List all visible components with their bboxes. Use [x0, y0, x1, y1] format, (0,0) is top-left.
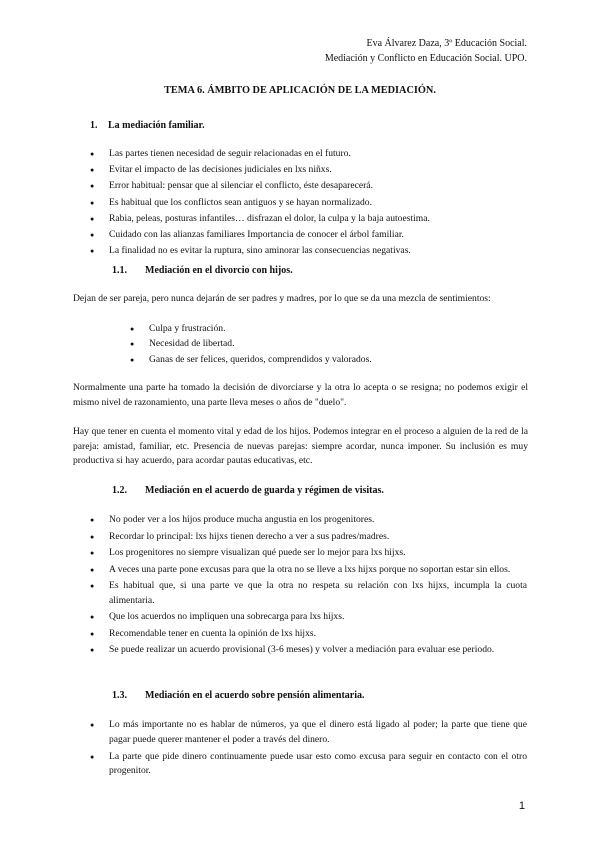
list-item: ● Error habitual: pensar que al silenciar el conflicto, éste desaparecerá.: [90, 179, 530, 194]
list-item: ● Culpa y frustración.: [130, 322, 510, 337]
section-1-list: [90, 147, 530, 260]
section-1-3-list: [90, 718, 527, 781]
section-1-2-heading: [112, 484, 384, 499]
section-number: 1.1.: [112, 265, 127, 276]
list-item: ● Rabia, peleas, posturas infantiles… disfrazan el dolor, la culpa y la baja autoestima.: [90, 212, 530, 227]
section-number: 1.3.: [112, 690, 127, 701]
list-item: ● La parte que pide dinero continuamente puede usar esto como excusa para seguir en contacto con el otro progenitor.: [90, 750, 527, 779]
section-number: 1.: [90, 120, 98, 131]
page-number: 1: [518, 800, 525, 812]
list-item: ● Las partes tienen necesidad de seguir relacionadas en el futuro.: [90, 147, 530, 162]
list-item: ● Es habitual que, si una parte ve que la otra no respeta su relación con lxs hijxs, incumpla la cuota alimentaria.: [90, 579, 527, 608]
section-title: Mediación en el divorcio con hijos.: [145, 265, 293, 276]
section-1-heading: [90, 119, 205, 134]
list-item: ● Se puede realizar un acuerdo provisional (3-6 meses) y volver a mediación para evaluar ese periodo.: [90, 643, 527, 658]
page-header: [325, 36, 527, 66]
section-1-3-heading: [112, 689, 365, 704]
list-item: ● A veces una parte pone excusas para que la otra no se lleve a lxs hijxs porque no soportan estar sin ellos.: [90, 563, 527, 578]
list-item: ● Los progenitores no siempre visualizan qué puede ser lo mejor para lxs hijxs.: [90, 546, 527, 561]
list-item: ● Recomendable tener en cuenta la opinión de lxs hijxs.: [90, 627, 527, 642]
section-title: Mediación en el acuerdo sobre pensión alimentaria.: [145, 690, 365, 701]
list-item: ● La finalidad no es evitar la ruptura, sino aminorar las consecuencias negativas.: [90, 244, 530, 259]
section-1-2-list: [90, 513, 527, 660]
list-item: ● Lo más importante no es hablar de números, ya que el dinero está ligado al poder; la parte que tiene que pagar puede querer mantener el poder a través del dinero.: [90, 718, 527, 747]
header-author: Eva Álvarez Daza, 3º Educación Social.: [366, 38, 527, 49]
section-title: La mediación familiar.: [108, 120, 205, 131]
list-item: ● Ganas de ser felices, queridos, comprendidos y valorados.: [130, 353, 510, 368]
document-title: TEMA 6. ÁMBITO DE APLICACIÓN DE LA MEDIACIÓN.: [164, 85, 436, 96]
list-item: ● Cuidado con las alianzas familiares Importancia de conocer el árbol familiar.: [90, 228, 530, 243]
list-item: ● Recordar lo principal: lxs hijxs tienen derecho a ver a sus padres/madres.: [90, 530, 527, 545]
section-number: 1.2.: [112, 485, 127, 496]
paragraph: Dejan de ser pareja, pero nunca dejarán de ser padres y madres, por lo que se da una mezcla de sentimientos:: [73, 293, 491, 304]
list-item: ● Es habitual que los conflictos sean antiguos y se hayan normalizado.: [90, 196, 530, 211]
section-title: Mediación en el acuerdo de guarda y régimen de visitas.: [145, 485, 384, 496]
section-1-1-heading: [112, 264, 293, 279]
feelings-list: [130, 322, 510, 368]
list-item: ● Evitar el impacto de las decisiones judiciales en lxs niñxs.: [90, 163, 530, 178]
list-item: ● Necesidad de libertad.: [130, 337, 510, 352]
list-item: ● No poder ver a los hijos produce mucha angustia en los progenitores.: [90, 513, 527, 528]
header-course: Mediación y Conflicto en Educación Social. UPO.: [324, 53, 527, 64]
paragraph: Normalmente una parte ha tomado la decisión de divorciarse y la otra lo acepta o se resigna; no podemos exigir el mismo nivel de razonamiento, una parte lleva meses o años de "duelo".: [73, 382, 528, 408]
paragraph: Hay que tener en cuenta el momento vital y edad de los hijos. Podemos integrar en el proceso a alguien de la red de la pareja: amistad, familiar, etc. Presencia de nuevas parejas: siempre acordar, nunca imponer. Su inclusión es muy productiva si hay acuerdo, para acordar pautas educativas, etc.: [73, 426, 528, 466]
list-item: ● Que los acuerdos no impliquen una sobrecarga para lxs hijxs.: [90, 610, 527, 625]
